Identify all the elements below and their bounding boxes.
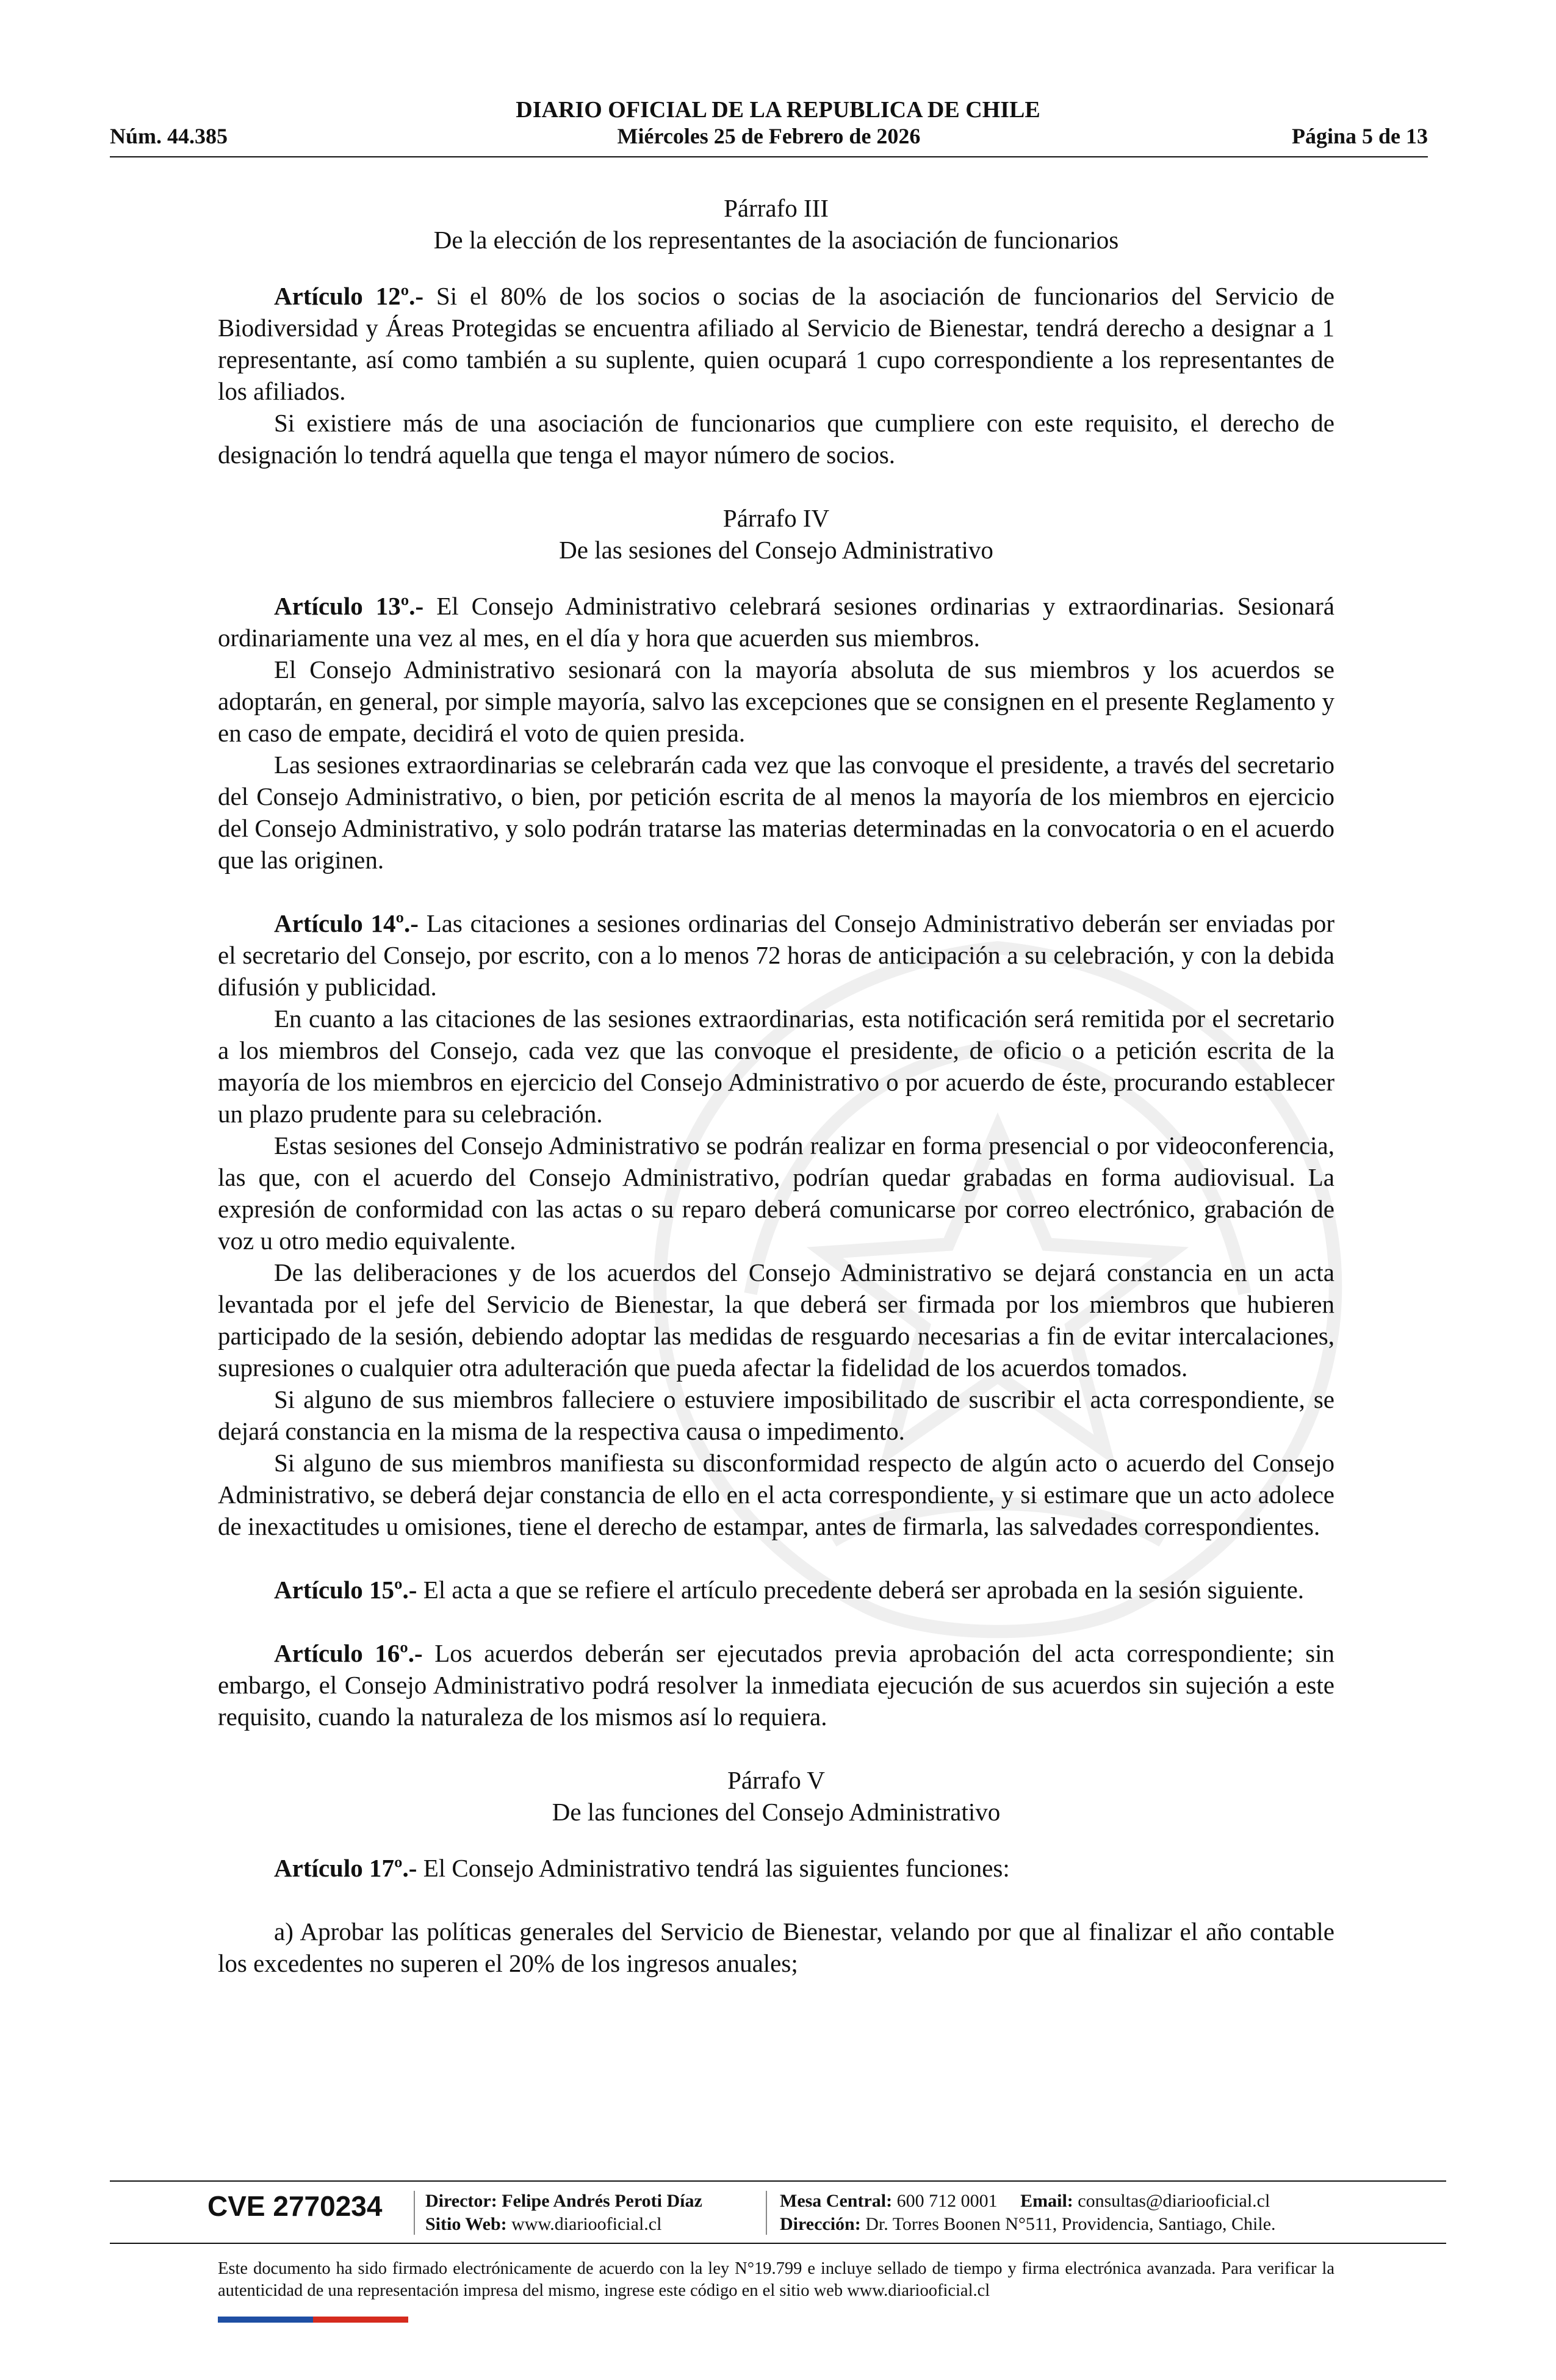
flag-stripe-red bbox=[313, 2317, 408, 2323]
cve-code: CVE 2770234 bbox=[207, 2190, 383, 2222]
address-label: Dirección: bbox=[780, 2214, 861, 2234]
section-heading-paragraph-iv bbox=[218, 502, 1334, 566]
website-label: Sitio Web: bbox=[425, 2214, 507, 2234]
footer-contact-left bbox=[425, 2190, 702, 2236]
section-heading-paragraph-iii bbox=[218, 192, 1334, 256]
footer-divider bbox=[110, 2180, 1446, 2182]
website-line bbox=[425, 2213, 702, 2236]
article-15 bbox=[218, 1574, 1334, 1606]
phone-label: Mesa Central: bbox=[780, 2191, 893, 2211]
article-14-paragraph: Si alguno de sus miembros manifiesta su disconformidad respecto de algún acto o acuerdo del Consejo Administrativo, se deberá dejar constancia de ello en el acta correspondiente, y si estimare que un acto adolece de inexactitudes u omisiones, tiene el derecho de estampar, antes de firmarla, las salvedades correspondientes. bbox=[218, 1449, 1334, 1540]
email-label: Email: bbox=[1020, 2191, 1073, 2211]
article-13-paragraph: Las sesiones extraordinarias se celebrarán cada vez que las convoque el presidente, a través del secretario del Consejo Administrativo, o bien, por petición escrita de al menos la mayoría de los miembros en ejercicio del Consejo Administrativo, y solo podrán tratarse las materias determinadas en la convocatoria o en el acuerdo que las originen. bbox=[218, 751, 1334, 874]
article-14-paragraph: Si alguno de sus miembros falleciere o estuviere imposibilitado de suscribir el acta correspondiente, se dejará constancia en la misma de la respectiva causa o impedimento. bbox=[218, 1385, 1334, 1445]
article-label: Artículo 17º.- bbox=[274, 1854, 417, 1882]
footer-separator bbox=[414, 2191, 415, 2235]
phone-number: 600 712 0001 bbox=[892, 2191, 998, 2211]
website-link[interactable]: www.diariooficial.cl bbox=[506, 2214, 662, 2234]
address-text: Dr. Torres Boonen N°511, Providencia, Santiago, Chile. bbox=[860, 2214, 1276, 2234]
flag-stripe-blue bbox=[218, 2317, 313, 2323]
article-text: Las citaciones a sesiones ordinarias del Consejo Administrativo deberán ser enviadas por el secretario del Consejo, por escrito, con a lo menos 72 horas de anticipación a su celebración, y con la debida difusión y publicidad. bbox=[218, 909, 1334, 1001]
section-title: Párrafo III bbox=[724, 194, 829, 222]
newspaper-title: DIARIO OFICIAL DE LA REPUBLICA DE CHILE bbox=[516, 97, 1040, 123]
article-text: El Consejo Administrativo tendrá las siguientes funciones: bbox=[417, 1854, 1010, 1882]
director-label: Director: bbox=[425, 2191, 497, 2211]
article-label: Artículo 16º.- bbox=[274, 1639, 423, 1667]
footer-separator bbox=[766, 2191, 767, 2235]
section-heading-paragraph-v bbox=[218, 1764, 1334, 1828]
document-body bbox=[218, 192, 1334, 1979]
section-subtitle: De las sesiones del Consejo Administrativo bbox=[559, 536, 993, 564]
issue-number: Núm. 44.385 bbox=[110, 124, 228, 148]
footer-contact-right bbox=[780, 2190, 1276, 2236]
article-label: Artículo 15º.- bbox=[274, 1576, 417, 1604]
article-14-paragraph: En cuanto a las citaciones de las sesiones extraordinarias, esta notificación será remitida por el secretario a los miembros del Consejo, cada vez que las convoque el presidente, de oficio o a petición escrita de la mayoría de los miembros en ejercicio del Consejo Administrativo o por acuerdo de éste, procurando establecer un plazo prudente para su celebración. bbox=[218, 1004, 1334, 1128]
article-12-paragraph: Si existiere más de una asociación de funcionarios que cumpliere con este requisito, el derecho de designación lo tendrá aquella que tenga el mayor número de socios. bbox=[218, 409, 1334, 469]
article-14-paragraph: Estas sesiones del Consejo Administrativo se podrán realizar en forma presencial o por videoconferencia, las que, con el acuerdo del Consejo Administrativo, podrían quedar grabadas en forma audiovisual. La expresión de conformidad con las actas o su reparo deberá comunicarse por correo electrónico, grabación de voz u otro medio equivalente. bbox=[218, 1131, 1334, 1255]
spacer bbox=[998, 2191, 1021, 2211]
section-title: Párrafo V bbox=[727, 1766, 825, 1794]
section-subtitle: De la elección de los representantes de la asociación de funcionarios bbox=[433, 226, 1119, 254]
article-text: El acta a que se refiere el artículo precedente deberá ser aprobada en la sesión siguiente. bbox=[417, 1576, 1305, 1604]
issue-date: Miércoles 25 de Febrero de 2026 bbox=[617, 124, 921, 148]
article-14-paragraph: De las deliberaciones y de los acuerdos del Consejo Administrativo se dejará constancia en un acta levantada por el jefe del Servicio de Bienestar, la que deberá ser firmada por los miembros que hubieren participado de la sesión, debiendo adoptar las medidas de resguardo necesarias a fin de evitar intercalaciones, supresiones o cualquier otra adulteración que pueda afectar la fidelidad de los acuerdos tomados. bbox=[218, 1258, 1334, 1382]
header-row bbox=[110, 122, 1428, 150]
phone-email-line bbox=[780, 2190, 1276, 2213]
article-17 bbox=[218, 1852, 1334, 1884]
flag-stripe bbox=[218, 2317, 408, 2323]
article-13 bbox=[218, 590, 1334, 654]
article-text: Los acuerdos deberán ser ejecutados previa aprobación del acta correspondiente; sin embargo, el Consejo Administrativo podrá resolver la inmediata ejecución de sus acuerdos sin sujeción a este requisito, cuando la naturaleza de los mismos así lo requiera. bbox=[218, 1639, 1334, 1731]
article-label: Artículo 13º.- bbox=[274, 592, 424, 620]
director-line bbox=[425, 2190, 702, 2213]
article-13-paragraph: El Consejo Administrativo sesionará con la mayoría absoluta de sus miembros y los acuerdos se adoptarán, en general, por simple mayoría, salvo las excepciones que se consignen en el presente Reglamento y en caso de empate, decidirá el voto de quien presida. bbox=[218, 655, 1334, 747]
article-14 bbox=[218, 907, 1334, 1003]
article-label: Artículo 12º.- bbox=[274, 282, 424, 310]
footer-divider bbox=[110, 2243, 1446, 2244]
section-title: Párrafo IV bbox=[722, 504, 830, 532]
section-subtitle: De las funciones del Consejo Administrativo bbox=[552, 1798, 1001, 1826]
signature-notice: Este documento ha sido firmado electrónicamente de acuerdo con la ley N°19.799 e incluye sellado de tiempo y firma electrónica avanzada. Para verificar la autenticidad de una representación impresa del mismo, ingrese este código en el sitio web www.diariooficial.cl bbox=[218, 2259, 1334, 2300]
article-12 bbox=[218, 280, 1334, 407]
article-text: El Consejo Administrativo celebrará sesiones ordinarias y extraordinarias. Sesionará ordinariamente una vez al mes, en el día y hora que acuerden sus miembros. bbox=[218, 592, 1334, 652]
article-17-item-a: a) Aprobar las políticas generales del Servicio de Bienestar, velando por que al finalizar el año contable los excedentes no superen el 20% de los ingresos anuales; bbox=[218, 1917, 1334, 1977]
header-divider bbox=[110, 156, 1428, 157]
email-link[interactable]: consultas@diariooficial.cl bbox=[1073, 2191, 1270, 2211]
page-indicator: Página 5 de 13 bbox=[1291, 124, 1428, 148]
director-name: Felipe Andrés Peroti Díaz bbox=[497, 2191, 702, 2211]
article-16 bbox=[218, 1637, 1334, 1733]
address-line bbox=[780, 2213, 1276, 2236]
article-text: Si el 80% de los socios o socias de la asociación de funcionarios del Servicio de Biodiversidad y Áreas Protegidas se encuentra afiliado al Servicio de Bienestar, tendrá derecho a designar a 1 representante, así como también a su suplente, quien ocupará 1 cupo correspondiente a los representantes de los afiliados. bbox=[218, 282, 1334, 405]
article-label: Artículo 14º.- bbox=[274, 909, 419, 937]
